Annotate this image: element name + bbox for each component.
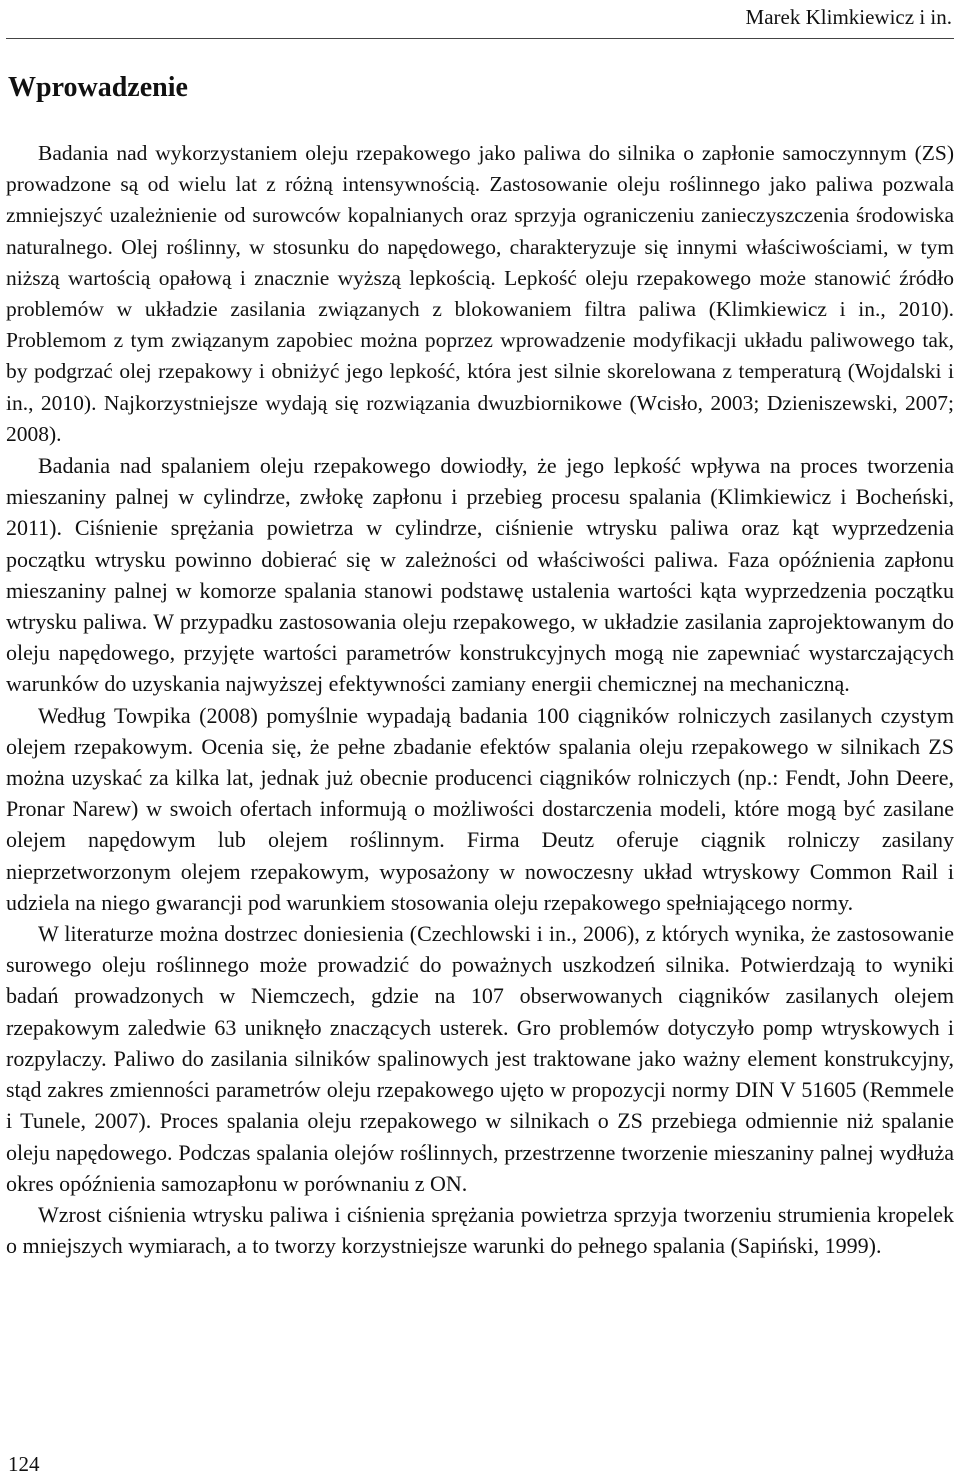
running-head: Marek Klimkiewicz i in.: [745, 5, 952, 29]
header-rule: [6, 38, 954, 39]
body-text: [6, 138, 954, 1261]
paragraph-4: W literaturze można dostrzec doniesienia (Czechlowski i in., 2006), z których wynika, że zastosowanie surowego oleju roślinnego może prowadzić do poważnych uszkodzeń silnika. Potwierdzają to wyniki badań prowadzonych w Niemczech, gdzie na 107 obserwowanych ciągników zasilanych olejem rzepakowym zaledwie 63 uniknęło znaczących usterek. Gro problemów dotyczyło pomp wtryskowych i rozpylaczy. Paliwo do zasilania silników spalinowych jest traktowane jako ważny element konstrukcyjny, stąd zakres zmienności parametrów oleju rzepakowego ujęto w propozycji normy DIN V 51605 (Remmele i Tunele, 2007). Proces spalania oleju rzepakowego w silnikach o ZS przebiega odmiennie niż spalanie oleju napędowego. Podczas spalania olejów roślinnych, przestrzenne tworzenie mieszaniny palnej wydłuża okres opóźnienia samozapłonu w porównaniu z ON.: [6, 921, 954, 1196]
section-title: Wprowadzenie: [8, 72, 188, 103]
page-number: 124: [8, 1452, 40, 1476]
paragraph-3: Według Towpika (2008) pomyślnie wypadają badania 100 ciągników rolniczych zasilanych czystym olejem rzepakowym. Ocenia się, że pełne zbadanie efektów spalania oleju rzepakowego w silnikach ZS można uzyskać za kilka lat, jednak już obecnie producenci ciągników rolniczych (np.: Fendt, John Deere, Pronar Narew) w swoich ofertach informują o możliwości dostarczenia modeli, które mogą być zasilane olejem napędowym lub olejem roślinnym. Firma Deutz oferuje ciągnik rolniczy zasilany nieprzetworzonym olejem rzepakowym, wyposażony w nowoczesny układ wtryskowy Common Rail i udziela na niego gwarancji pod warunkiem stosowania oleju rzepakowego spełniającego normy.: [6, 702, 954, 915]
paragraph-2: Badania nad spalaniem oleju rzepakowego dowiodły, że jego lepkość wpływa na proces tworzenia mieszaniny palnej w cylindrze, zwłokę zapłonu i przebieg procesu spalania (Klimkiewicz i Bocheński, 2011). Ciśnienie sprężania powietrza w cylindrze, ciśnienie wtrysku paliwa oraz kąt wyprzedzenia początku wtrysku powinno dobierać się w zależności od właściwości paliwa. Faza opóźnienia zapłonu mieszaniny palnej w komorze spalania stanowi podstawę ustalenia wartości kąta wyprzedzenia początku wtrysku paliwa. W przypadku zastosowania oleju rzepakowego, w układzie zasilania zaprojektowanym do oleju napędowego, przyjęte wartości parametrów konstrukcyjnych mogą nie zapewniać wystarczających warunków do uzyskania najwyższej efektywności zamiany energii chemicznej na mechaniczną.: [6, 453, 954, 697]
paragraph-1: Badania nad wykorzystaniem oleju rzepakowego jako paliwa do silnika o zapłonie samoczynnym (ZS) prowadzone są od wielu lat z różną intensywnością. Zastosowanie oleju roślinnego jako paliwa pozwala zmniejszyć uzależnienie od surowców kopalnianych oraz sprzyja ograniczeniu zanieczyszczenia środowiska naturalnego. Olej roślinny, w stosunku do napędowego, charakteryzuje się innymi właściwościami, w tym niższą wartością opałową i znacznie wyższą lepkością. Lepkość oleju rzepakowego może stanowić źródło problemów w układzie zasilania związanych z blokowaniem filtra paliwa (Klimkiewicz i in., 2010). Problemom z tym związanym zapobiec można poprzez wprowadzenie modyfikacji układu paliwowego tak, by podgrzać olej rzepakowy i obniżyć jego lepkość, która jest silnie skorelowana z temperaturą (Wojdalski i in., 2010). Najkorzystniejsze wydają się rozwiązania dwuzbiornikowe (Wcisło, 2003; Dzieniszewski, 2007; 2008).: [6, 141, 954, 446]
paragraph-5: Wzrost ciśnienia wtrysku paliwa i ciśnienia sprężania powietrza sprzyja tworzeniu strumienia kropelek o mniejszych wymiarach, a to tworzy korzystniejsze warunki do pełnego spalania (Sapiński, 1999).: [6, 1201, 954, 1259]
